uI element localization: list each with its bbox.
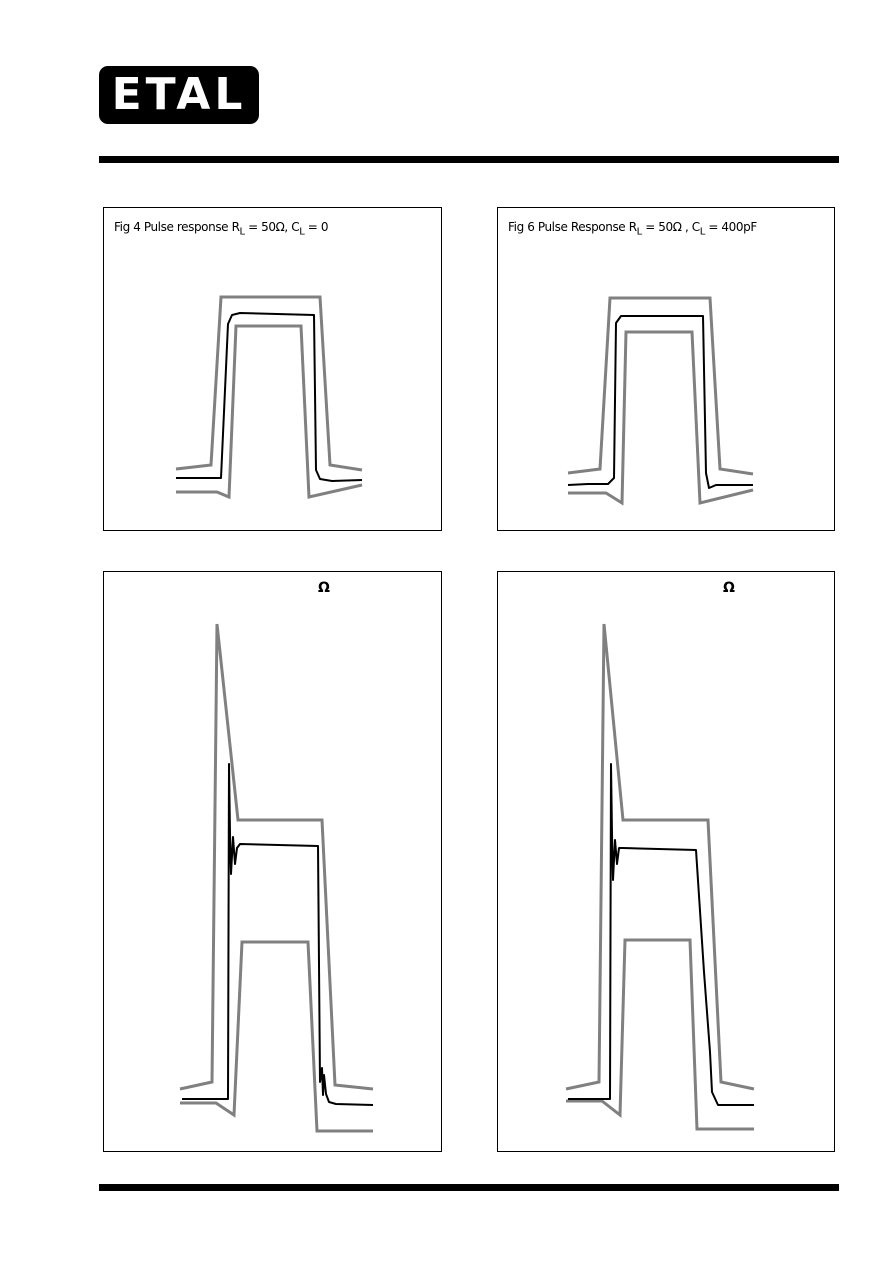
figure-5-pulse-response [103,571,442,1152]
logo-text: ETAL [111,69,247,120]
figure-5-signal-trace [182,764,373,1105]
figure-5-omega-label: Ω [318,580,330,596]
figure-6-lower-envelope [568,332,753,503]
figure-4-upper-envelope [176,297,362,470]
figure-6-signal-trace [568,316,753,488]
figure-7-lower-envelope [566,940,754,1129]
figure-5-lower-envelope [180,942,373,1131]
figure-7-omega-label: Ω [723,580,735,596]
footer-rule [99,1184,839,1191]
figure-7-signal-trace [568,764,754,1105]
figure-7-upper-envelope [566,624,754,1089]
figure-4-pulse-response [103,207,442,531]
figure-6-upper-envelope [568,298,753,474]
header-rule [99,156,839,163]
figure-4-caption: Fig 4 Pulse response $R_L = 50\Omega$, $C_L = 0$ [114,220,329,238]
figure-7-pulse-response [497,571,835,1152]
figure-5-upper-envelope [180,624,373,1089]
etal-logo [99,66,259,124]
figure-6-plot [498,208,836,532]
figure-4-signal-trace [176,313,362,481]
figure-5-plot [104,572,443,1153]
figure-4-plot [104,208,443,532]
figure-4-lower-envelope [176,326,362,497]
figure-6-pulse-response [497,207,835,531]
figure-6-caption: Fig 6 Pulse Response $R_L = 50\Omega$ , $C_L = 400pF$ [508,220,757,238]
figure-7-plot [498,572,836,1153]
